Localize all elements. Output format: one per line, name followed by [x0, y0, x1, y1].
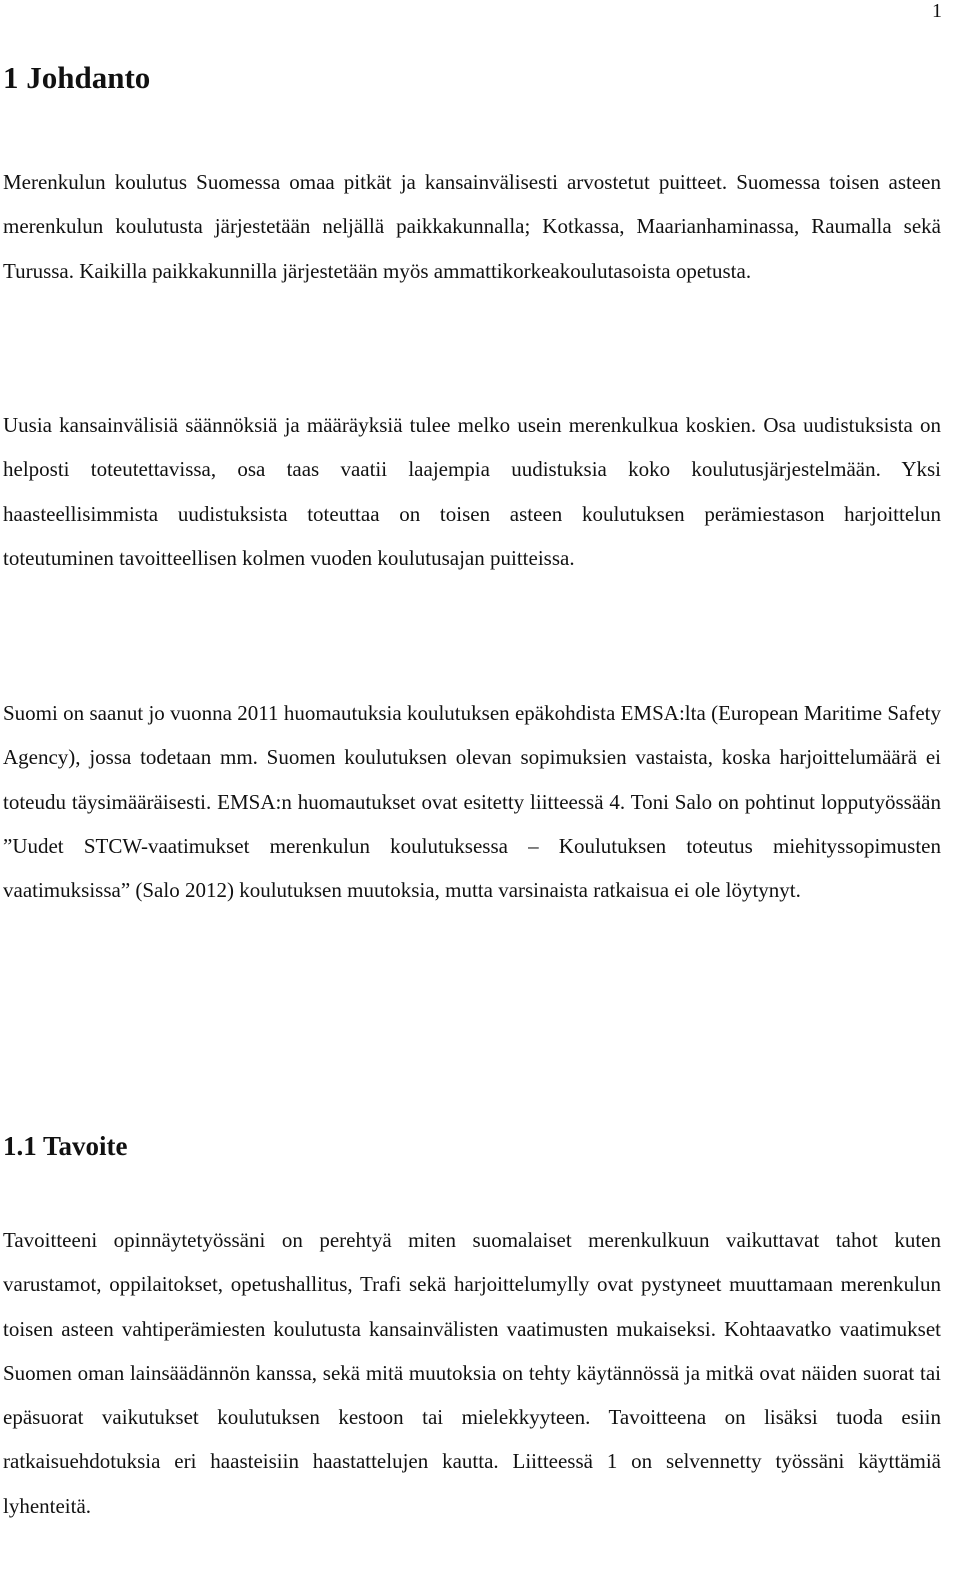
paragraph-goal: Tavoitteeni opinnäytetyössäni on perehtyä miten suomalaiset merenkulkuun vaikuttavat tahot kuten varustamot, oppilaitokset, opetushallitus, Trafi sekä harjoittelumylly ovat pystyneet muuttamaan merenkulun toisen asteen vahtiperämiesten koulutusta kansainvälisten vaatimusten mukaiseksi. Kohtaavatko vaatimukset Suomen oman lainsäädännön kanssa, sekä mitä muutoksia on tehty käytännössä ja mitkä ovat näiden suorat tai epäsuorat vaikutukset koulutuksen kestoon tai mielekkyyteen. Tavoitteena on lisäksi tuoda esiin ratkaisuehdotuksia eri haasteisiin haastattelujen kautta. Liitteessä 1 on selvennetty työssäni käyttämiä lyhenteitä. — [3, 1228, 941, 1518]
page-number: 1 — [932, 0, 942, 22]
paragraph-emsa: Suomi on saanut jo vuonna 2011 huomautuksia koulutuksen epäkohdista EMSA:lta (European Maritime Safety Agency), jossa todetaan mm. Suomen koulutuksen olevan sopimuksien vastaista, koska harjoittelumäärä ei toteudu täysimääräisesti. EMSA:n huomautukset ovat esitetty liitteessä 4. Toni Salo on pohtinut lopputyössään ”Uudet STCW-vaatimukset merenkulun koulutuksessa – Koulutuksen toteutus miehityssopimusten vaatimuksissa” (Salo 2012) koulutuksen muutoksia, mutta varsinaista ratkaisua ei ole löytynyt. — [3, 701, 941, 903]
paragraph-regulations: Uusia kansainvälisiä säännöksiä ja määräyksiä tulee melko usein merenkulkua koskien. Osa uudistuksista on helposti toteutettavissa, osa taas vaatii laajempia uudistuksia koko koulutusjärjestelmään. Yksi haasteellisimmista uudistuksista toteuttaa on toisen asteen koulutuksen perämiestason harjoittelun toteutuminen tavoitteellisen kolmen vuoden koulutusajan puitteissa. — [3, 413, 941, 570]
paragraph-intro: Merenkulun koulutus Suomessa omaa pitkät ja kansainvälisesti arvostetut puitteet. Suomessa toisen asteen merenkulun koulutusta järjestetään neljällä paikkakunnalla; Kotkassa, Maarianhaminassa, Raumalla sekä Turussa. Kaikilla paikkakunnilla järjestetään myös ammattikorkeakoulutasoista opetusta. — [3, 170, 941, 283]
section-heading: 1.1 Tavoite — [3, 1131, 128, 1161]
chapter-heading: 1 Johdanto — [3, 60, 151, 95]
